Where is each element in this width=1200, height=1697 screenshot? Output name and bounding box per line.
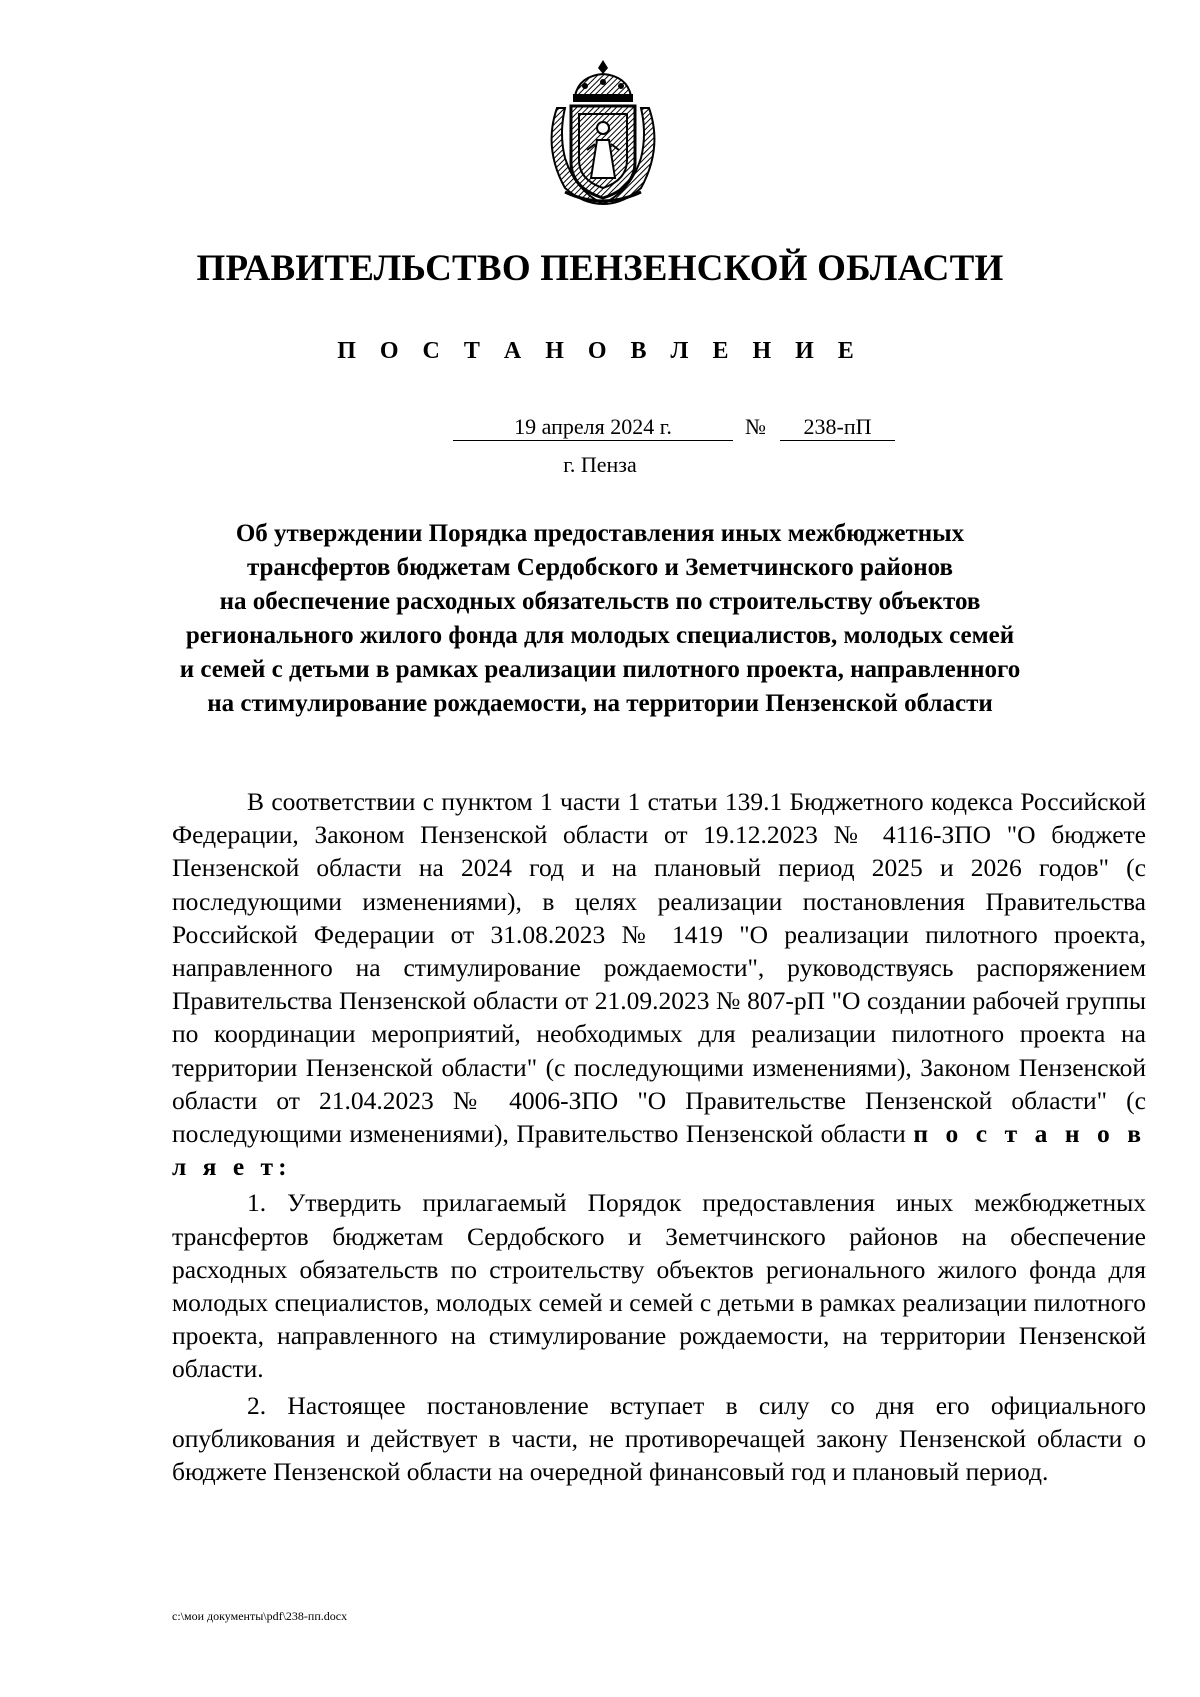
subject-line: трансфертов бюджетам Сердобского и Земетчинского районов bbox=[246, 554, 954, 581]
government-title: ПРАВИТЕЛЬСТВО ПЕНЗЕНСКОЙ ОБЛАСТИ bbox=[196, 248, 1004, 289]
document-type-heading: П О С Т А Н О В Л Е Н И Е bbox=[337, 338, 863, 364]
decree-item: 2. Настоящее постановление вступает в силу со дня его официального опубликования и действует в части, не противоречащей закону Пензенской области о бюджете Пензенской области на очередной финансовый год и плановый период. bbox=[172, 1390, 1146, 1487]
decree-item: 1. Утвердить прилагаемый Порядок предоставления иных межбюджетных трансфертов бюджетам Сердобского и Земетчинского районов на обеспечение расходных обязательств по строительству объектов регионального жилого фонда для молодых специалистов, молодых семей и семей с детьми в рамках реализации пилотного проекта, направленного на стимулирование рождаемости, на территории Пензенской области. bbox=[172, 1188, 1146, 1384]
decree-number: 238-пП bbox=[780, 414, 895, 441]
penza-coat-of-arms-icon bbox=[535, 58, 671, 208]
preamble-text: В соответствии с пунктом 1 части 1 статьи 139.1 Бюджетного кодекса Российской Федерации, Законом Пензенской области от 19.12.2023 № 4116-ЗПО "О бюджете Пензенской области на 2024 год и на плановый период 2025 и 2026 годов" (с последующими изменениями), в целях реализации постановления Правительства Российской Федерации от 31.08.2023 № 1419 "О реализации пилотного проекта, направленного на стимулирование рождаемости", руководствуясь распоряжением Правительства Пензенской области от 21.09.2023 № 807-рП "О создании рабочей группы по координации мероприятий, необходимых для реализации пилотного проекта на территории Пензенской области" (с последующими изменениями), Законом Пензенской области от 21.04.2023 № 4006-ЗПО "О Правительстве Пензенской области" (с последующими изменениями), Правительство Пензенской области bbox=[172, 787, 1146, 1149]
decree-subject bbox=[160, 517, 1040, 721]
decree-date: 19 апреля 2024 г. bbox=[453, 414, 733, 441]
subject-line: регионального жилого фонда для молодых специалистов, молодых семей bbox=[185, 622, 1015, 649]
resolves-keyword: п о с т а н о в л я е т: bbox=[172, 1119, 1147, 1182]
file-path-footer: c:\мои документы\pdf\238-пп.docx bbox=[172, 1609, 348, 1623]
subject-line: Об утверждении Порядка предоставления иных межбюджетных bbox=[235, 520, 965, 547]
subject-line: на обеспечение расходных обязательств по строительству объектов bbox=[219, 588, 981, 615]
number-sign: № bbox=[745, 414, 766, 439]
subject-line: на стимулирование рождаемости, на территории Пензенской области bbox=[207, 690, 993, 717]
subject-line: и семей с детьми в рамках реализации пилотного проекта, направленного bbox=[179, 656, 1021, 683]
issue-city: г. Пенза bbox=[563, 452, 637, 477]
decree-body bbox=[172, 785, 1146, 1488]
preamble-paragraph bbox=[172, 785, 1146, 1183]
